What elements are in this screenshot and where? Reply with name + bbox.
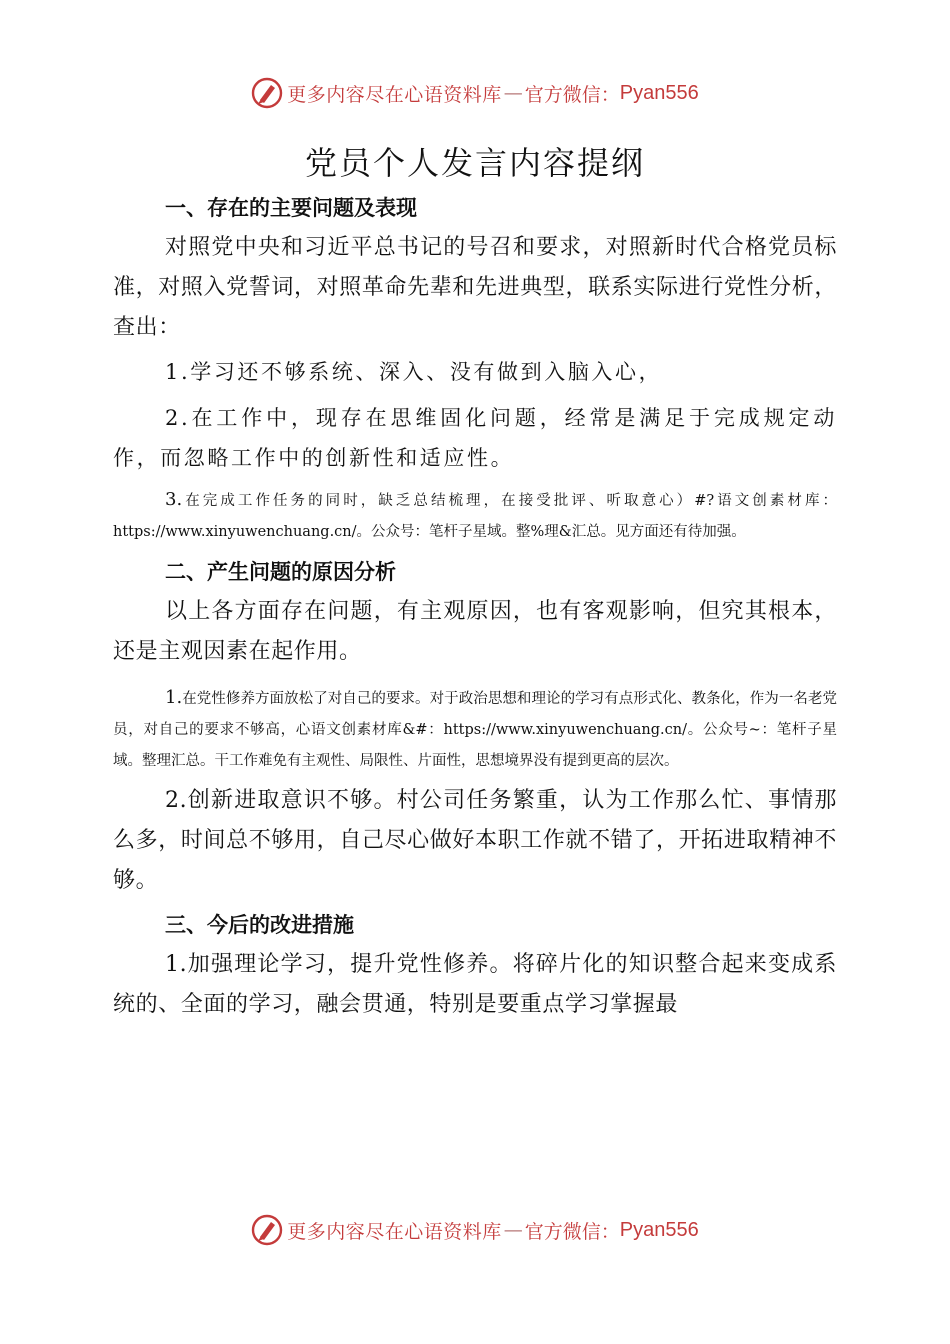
section-heading-3: 三、今后的改进措施 <box>165 913 354 937</box>
item-number: 1. <box>165 687 183 708</box>
section-2-intro: 以上各方面存在问题，有主观原因，也有客观影响，但究其根本，还是主观因素在起作用。 <box>113 599 837 664</box>
section-1-item-1: 1.学习还不够系统、深入、没有做到入脑入心， <box>165 360 663 384</box>
section-1-intro: 对照党中央和习近平总书记的号召和要求，对照新时代合格党员标准，对照入党誓词，对照革命先辈和先进典型，联系实际进行党性分析，查出： <box>113 235 837 340</box>
watermark-text: 更多内容尽在心语资料库 <box>287 83 502 106</box>
item-number: 3. <box>165 489 183 510</box>
watermark-separator: — <box>503 82 523 104</box>
item-text: 在完成工作任务的同时，缺乏总结梳理，在接受批评、听取意心）#?语文创素材库：https://www.xinyuwenchuang.cn/。公众号：笔杆子星域。整%理&汇总。见方面还有待加强。 <box>113 493 837 540</box>
section-heading-1: 一、存在的主要问题及表现 <box>165 196 417 220</box>
section-3-item-1: 1.加强理论学习，提升党性修养。将碎片化的知识整合起来变成系统的、全面的学习，融会贯通，特别是要重点学习掌握最 <box>113 952 837 1017</box>
footer-watermark <box>0 1208 950 1252</box>
pen-nib-logo-icon <box>251 1214 283 1246</box>
watermark-wechat-id: Pyan556 <box>619 81 699 104</box>
watermark-wechat-label: 官方微信： <box>524 1220 620 1243</box>
watermark-wechat-id: Pyan556 <box>619 1218 699 1241</box>
watermark-separator: — <box>503 1219 523 1241</box>
section-2-item-2: 2.创新进取意识不够。村公司任务繁重，认为工作那么忙、事情那么多，时间总不够用，自己尽心做好本职工作就不错了，开拓进取精神不够。 <box>113 788 837 893</box>
page-title: 党员个人发言内容提纲 <box>304 144 645 182</box>
header-watermark <box>0 71 950 115</box>
watermark-text: 更多内容尽在心语资料库 <box>287 1220 502 1243</box>
section-1-item-2: 2.在工作中，现存在思维固化问题，经常是满足于完成规定动作，而忽略工作中的创新性和适应性。 <box>113 406 837 470</box>
pen-nib-logo-icon <box>251 77 283 109</box>
item-text: 在党性修养方面放松了对自己的要求。对于政治思想和理论的学习有点形式化、教条化，作为一名老党员，对自己的要求不够高，心语文创素材库&#：https://www.xinyuwenchuang.cn/。公众号~：笔杆子星域。整理汇总。干工作难免有主观性、局限性、片面性，思想境界没有提到更高的层次。 <box>113 691 837 769</box>
section-2-item-1 <box>113 682 837 777</box>
watermark-wechat-label: 官方微信： <box>524 83 620 106</box>
section-1-item-3 <box>113 484 837 548</box>
document-body <box>113 138 837 1025</box>
section-heading-2: 二、产生问题的原因分析 <box>165 560 396 584</box>
